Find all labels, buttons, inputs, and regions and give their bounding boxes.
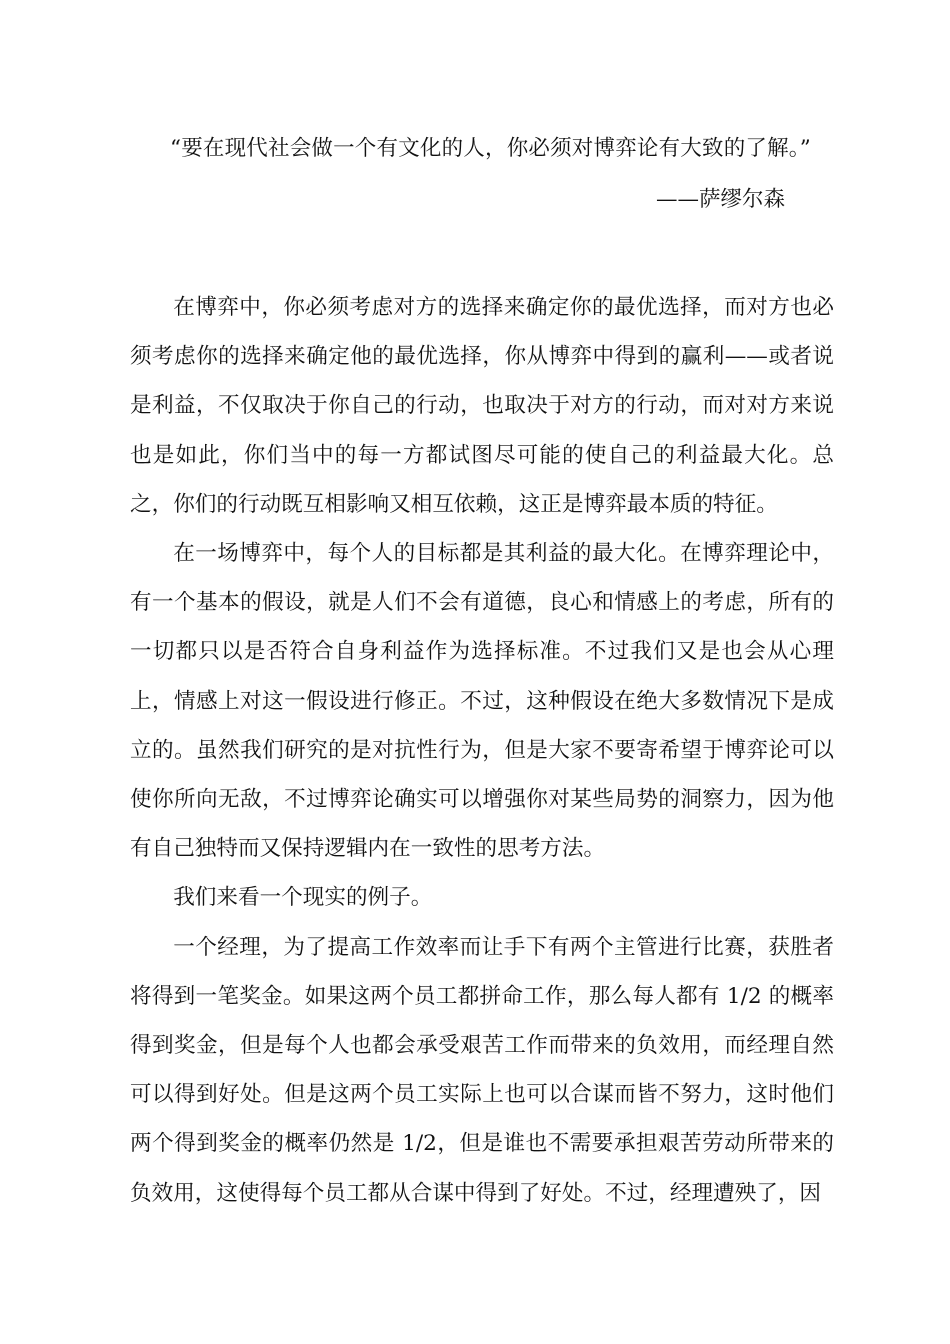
body-text	[130, 283, 834, 1218]
paragraph: 一个经理，为了提高工作效率而让手下有两个主管进行比赛，获胜者将得到一笔奖金。如果这两个员工都拼命工作，那么每人都有 1/2 的概率得到奖金，但是每个人也都会承受艰苦工作而带来的负效用，而经理自然可以得到好处。但是这两个员工实际上也可以合谋而皆不努力，这时他们两个得到奖金的概率仍然是 1/2，但是谁也不需要承担艰苦劳动所带来的负效用，这使得每个员工都从合谋中得到了好处。不过，经理遭殃了，因	[130, 934, 834, 1206]
paragraph: 在一场博弈中，每个人的目标都是其利益的最大化。在博弈理论中，有一个基本的假设，就是人们不会有道德，良心和情感上的考虑，所有的一切都只以是否符合自身利益作为选择标准。不过我们又是也会从心理上，情感上对这一假设进行修正。不过，这种假设在绝大多数情况下是成立的。虽然我们研究的是对抗性行为，但是大家不要寄希望于博弈论可以使你所向无敌，不过博弈论确实可以增强你对某些局势的洞察力，因为他有自己独特而又保持逻辑内在一致性的思考方法。	[130, 541, 834, 862]
epigraph-quote: “要在现代社会做一个有文化的人，你必须对博弈论有大致的了解。”	[170, 136, 811, 161]
paragraph: 我们来看一个现实的例子。	[173, 885, 433, 911]
epigraph-attribution: ——萨缪尔森	[656, 187, 786, 212]
paragraph: 在博弈中，你必须考虑对方的选择来确定你的最优选择，而对方也必须考虑你的选择来确定他的最优选择，你从博弈中得到的赢利——或者说是利益，不仅取决于你自己的行动，也取决于对方的行动，而对对方来说也是如此，你们当中的每一方都试图尽可能的使自己的利益最大化。总之，你们的行动既互相影响又相互依赖，这正是博弈最本质的特征。	[130, 295, 834, 517]
